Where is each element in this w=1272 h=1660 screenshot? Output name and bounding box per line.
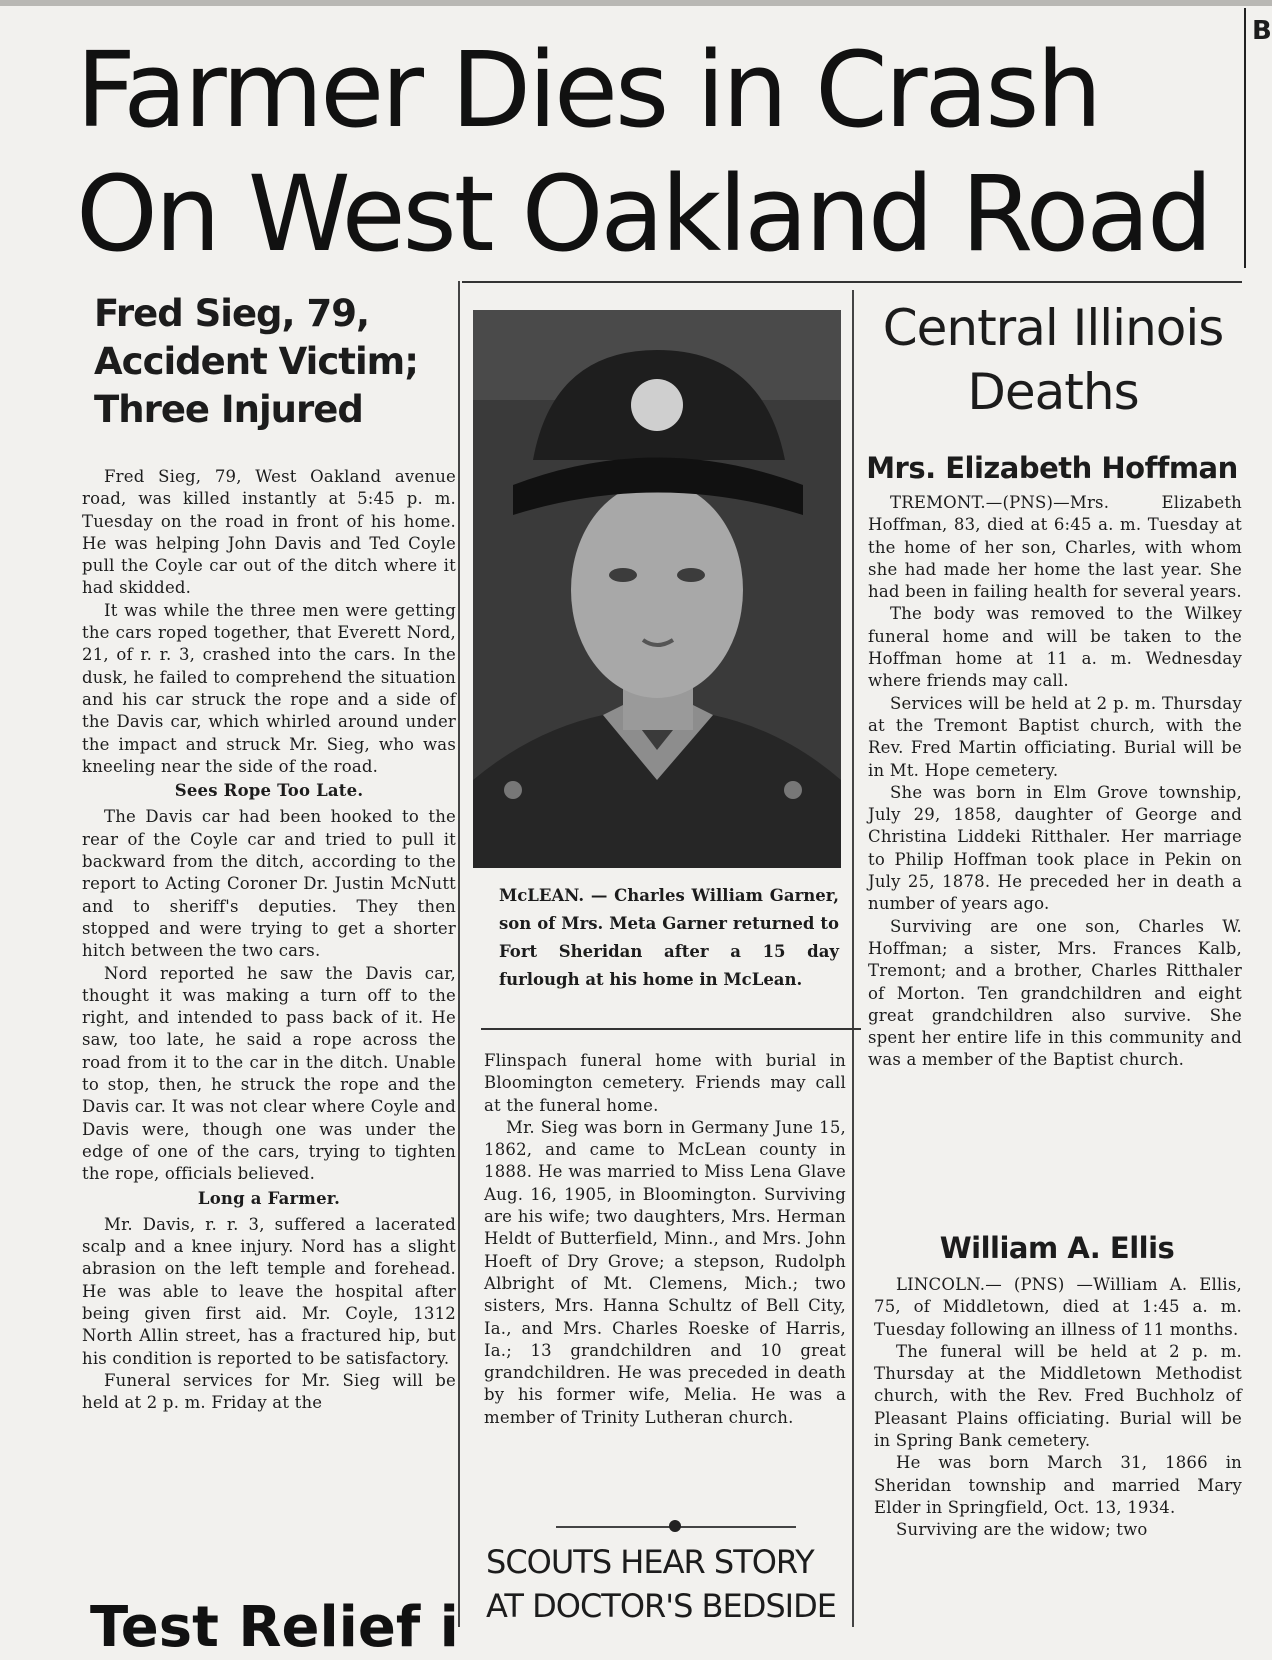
scouts-headline bbox=[486, 1540, 866, 1628]
headline-underline-rule bbox=[462, 281, 1242, 283]
divider-dot bbox=[669, 1520, 681, 1532]
column-rule-right bbox=[852, 290, 854, 1627]
scouts-line-1: SCOUTS HEAR STORY bbox=[486, 1543, 814, 1581]
obituary-paragraph: She was born in Elm Grove township, July 29, 1858, daughter of George and Christina Liddeki Ritthaler. Her marriage to Philip Hoffman took place in Pekin on July 25, 1878. He preceded her in death a number of years ago. bbox=[868, 782, 1242, 914]
obituary-paragraph: He was born March 31, 1866 in Sheridan township and married Mary Elder in Springfield, Oct. 13, 1934. bbox=[874, 1453, 1242, 1517]
obituary-name-hoffman: Mrs. Elizabeth Hoffman bbox=[866, 451, 1238, 485]
obituary-paragraph: Services will be held at 2 p. m. Thursday at the Tremont Baptist church, with the Rev. Fred Martin officiating. Burial will be in Mt. Hope cemetery. bbox=[868, 693, 1242, 780]
cut-off-headline: Test Relief i bbox=[90, 1595, 459, 1660]
deaths-section-title bbox=[858, 296, 1248, 424]
deck-line-2: Accident Victim; bbox=[94, 340, 418, 383]
headline-line-2: On West Oakland Road bbox=[76, 153, 1210, 275]
adjacent-column-letter: B bbox=[1252, 16, 1272, 46]
story-paragraph: Flinspach funeral home with burial in Bloomington cemetery. Friends may call at the funeral home. bbox=[484, 1051, 846, 1115]
obituary-paragraph: Surviving are the widow; two bbox=[896, 1520, 1148, 1540]
photo-caption: McLEAN. — Charles William Garner, son of Mrs. Meta Garner returned to Fort Sheridan after a 15 day furlough at his home in McLean. bbox=[499, 886, 839, 989]
story-paragraph: The Davis car had been hooked to the rear of the Coyle car and tried to pull it backward from the ditch, according to the report to Acting Coroner Dr. Justin McNutt and to sheriff's deputies. They then stopped and were trying to get a shorter hitch between the two cars. bbox=[82, 807, 456, 961]
caption-rule bbox=[481, 1028, 861, 1030]
story-paragraph: Funeral services for Mr. Sieg will be held at 2 p. m. Friday at the bbox=[82, 1370, 456, 1413]
story-paragraph: It was while the three men were getting the cars roped together, that Everett Nord, 21, of r. r. 3, crashed into the cars. In the dusk, he failed to comprehend the situation and his car struck the rope and a side of the Davis car, which whirled around under the impact and struck Mr. Sieg, who was kneeling near the side of the road. bbox=[82, 600, 456, 776]
obituary-paragraph: LINCOLN.— (PNS) —William A. Ellis, 75, of Middletown, died at 1:45 a. m. Tuesday following an illness of 11 months. bbox=[874, 1275, 1242, 1339]
soldier-portrait-image bbox=[473, 310, 841, 868]
obituary-paragraph: Surviving are one son, Charles W. Hoffman; a sister, Mrs. Frances Kalb, Tremont; and a brother, Charles Ritthaler of Morton. Ten grandchildren and eight great grandchildren also survive. She spent her entire life in this community and was a member of the Baptist church. bbox=[868, 916, 1242, 1070]
deaths-title-line-2: Deaths bbox=[967, 363, 1139, 421]
story-paragraph: Fred Sieg, 79, West Oakland avenue road, was killed instantly at 5:45 p. m. Tuesday on the road in front of his home. He was helping John Davis and Ted Coyle pull the Coyle car out of the ditch where it had skidded. bbox=[82, 467, 456, 598]
main-headline bbox=[76, 28, 1236, 276]
obituary-paragraph: The body was removed to the Wilkey funeral home and will be taken to the Hoffman home at 11 a. m. Wednesday where friends may call. bbox=[868, 604, 1242, 691]
deck-line-3: Three Injured bbox=[94, 388, 363, 431]
story-paragraph: Nord reported he saw the Davis car, thought it was making a turn off to the right, and intended to pass back of it. He saw, too late, he said a rope across the road from it to the car in the ditch. Unable to stop, then, he struck the rope and the Davis car. It was not clear where Coyle and Davis were, though one was under the edge of one of the cars, trying to tighten the rope, officials believed. bbox=[82, 963, 456, 1184]
obituary-paragraph: The funeral will be held at 2 p. m. Thursday at the Middletown Methodist church, with the Rev. Fred Buchholz of Pleasant Plains officiating. Burial will be in Spring Bank cemetery. bbox=[874, 1341, 1242, 1451]
story-paragraph: Mr. Davis, r. r. 3, suffered a lacerated scalp and a knee injury. Nord has a slight abrasion on the left temple and forehead. He was able to leave the hospital after being given first aid. Mr. Coyle, 1312 North Allin street, has a fractured hip, but his condition is reported to be satisfactory. bbox=[82, 1214, 456, 1368]
obituary-ellis bbox=[874, 1274, 1242, 1542]
story-subhead: Long a Farmer. bbox=[197, 1188, 341, 1208]
right-column-rule bbox=[1244, 8, 1246, 268]
story-column bbox=[82, 466, 456, 1414]
top-rule bbox=[0, 0, 1272, 6]
obituary-hoffman bbox=[868, 492, 1242, 1072]
obituary-paragraph: TREMONT.—(PNS)—Mrs. Elizabeth Hoffman, 83, died at 6:45 a. m. Tuesday at the home of her son, Charles, with whom she had made her home the last year. She had been in failing health for several years. bbox=[868, 493, 1242, 602]
story-paragraph: Mr. Sieg was born in Germany June 15, 1862, and came to McLean county in 1888. He was married to Miss Lena Glave Aug. 16, 1905, in Bloomington. Surviving are his wife; two daughters, Mrs. Herman Heldt of Butterfield, Minn., and Mrs. John Hoeft of Dry Grove; a stepson, Rudolph Albright of Mt. Clemens, Mich.; two sisters, Mrs. Hanna Schultz of Bell City, Ia., and Mrs. Charles Roeske of Harris, Ia.; 13 grandchildren and 10 great grandchildren. He was preceded in death by his former wife, Melia. He was a member of Trinity Lutheran church. bbox=[484, 1117, 846, 1427]
portrait-photo bbox=[473, 310, 841, 868]
story-deck bbox=[94, 290, 434, 434]
column-rule-left bbox=[458, 281, 460, 1627]
deck-line-1: Fred Sieg, 79, bbox=[94, 292, 370, 335]
story-continuation bbox=[484, 1050, 846, 1429]
scouts-line-2: AT DOCTOR'S BEDSIDE bbox=[486, 1587, 836, 1625]
headline-line-1: Farmer Dies in Crash bbox=[76, 29, 1100, 151]
obituary-name-ellis: William A. Ellis bbox=[939, 1231, 1175, 1265]
deaths-title-line-1: Central Illinois bbox=[882, 299, 1224, 357]
story-subhead: Sees Rope Too Late. bbox=[174, 781, 364, 801]
